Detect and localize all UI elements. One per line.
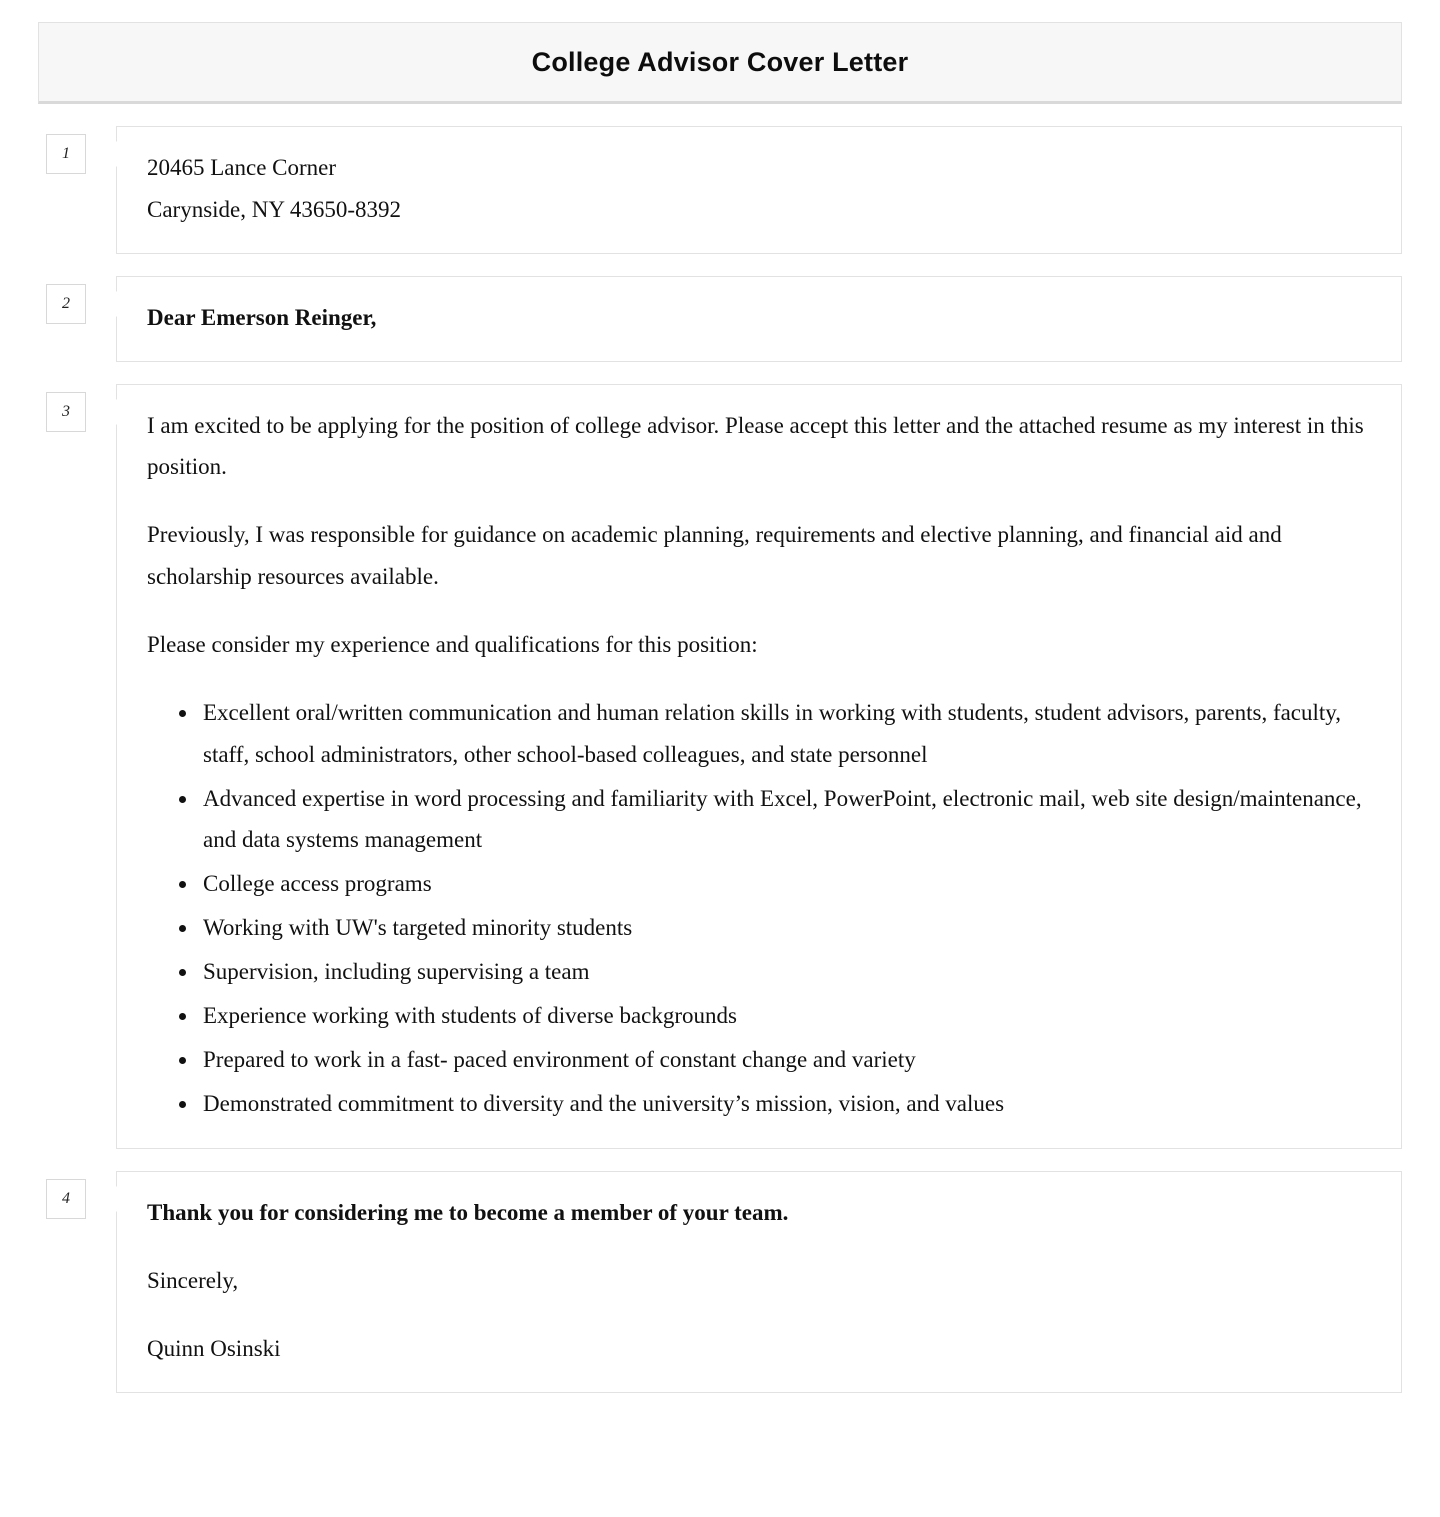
cover-letter-page — [0, 22, 1440, 1433]
list-item: • Advanced expertise in word processing and familiarity with Excel, PowerPoint, electronic mail, web site design/maintenance, and data systems management — [199, 778, 1373, 862]
closing-thank-you: Thank you for considering me to become a member of your team. — [147, 1200, 789, 1226]
list-item: • Excellent oral/written communication and human relation skills in working with students, student advisors, parents, faculty, staff, school administrators, other school-based colleagues, and state personnel — [199, 692, 1373, 776]
section-body — [38, 384, 1402, 1150]
section-marker-2[interactable]: 2 — [46, 284, 86, 324]
list-item: • Prepared to work in a fast- paced environment of constant change and variety — [199, 1039, 1373, 1081]
document-header — [38, 22, 1402, 104]
body-paragraph-1: I am excited to be applying for the position of college advisor. Please accept this letter and the attached resume as my interest in this position. — [147, 412, 1364, 480]
list-item: • College access programs — [199, 863, 1373, 905]
body-block — [116, 384, 1402, 1150]
closing-sign-off: Sincerely, — [147, 1268, 239, 1294]
salutation-text: Dear Emerson Reinger, — [147, 304, 377, 330]
list-item: • Working with UW's targeted minority students — [199, 907, 1373, 949]
body-paragraph-2: Previously, I was responsible for guidance on academic planning, requirements and elective planning, and financial aid and scholarship resources available. — [147, 522, 1282, 590]
page-title: College Advisor Cover Letter — [531, 46, 909, 77]
address-line-1: 20465 Lance Corner — [147, 155, 337, 180]
address-line-2: Carynside, NY 43650-8392 — [147, 196, 402, 222]
salutation-block — [116, 276, 1402, 362]
signature-name: Quinn Osinski — [147, 1336, 281, 1362]
section-marker-4[interactable]: 4 — [46, 1179, 86, 1219]
section-marker-3[interactable]: 3 — [46, 392, 86, 432]
closing-block — [116, 1171, 1402, 1393]
section-marker-1[interactable]: 1 — [46, 134, 86, 174]
list-item: • Supervision, including supervising a team — [199, 951, 1373, 993]
qualifications-list — [147, 692, 1373, 1125]
body-paragraph-3: Please consider my experience and qualifications for this position: — [147, 632, 758, 658]
section-salutation — [38, 276, 1402, 362]
list-item: • Experience working with students of diverse backgrounds — [199, 995, 1373, 1037]
address-block — [116, 126, 1402, 254]
section-closing — [38, 1171, 1402, 1393]
section-address — [38, 126, 1402, 254]
list-item: • Demonstrated commitment to diversity and the university’s mission, vision, and values — [199, 1083, 1373, 1125]
